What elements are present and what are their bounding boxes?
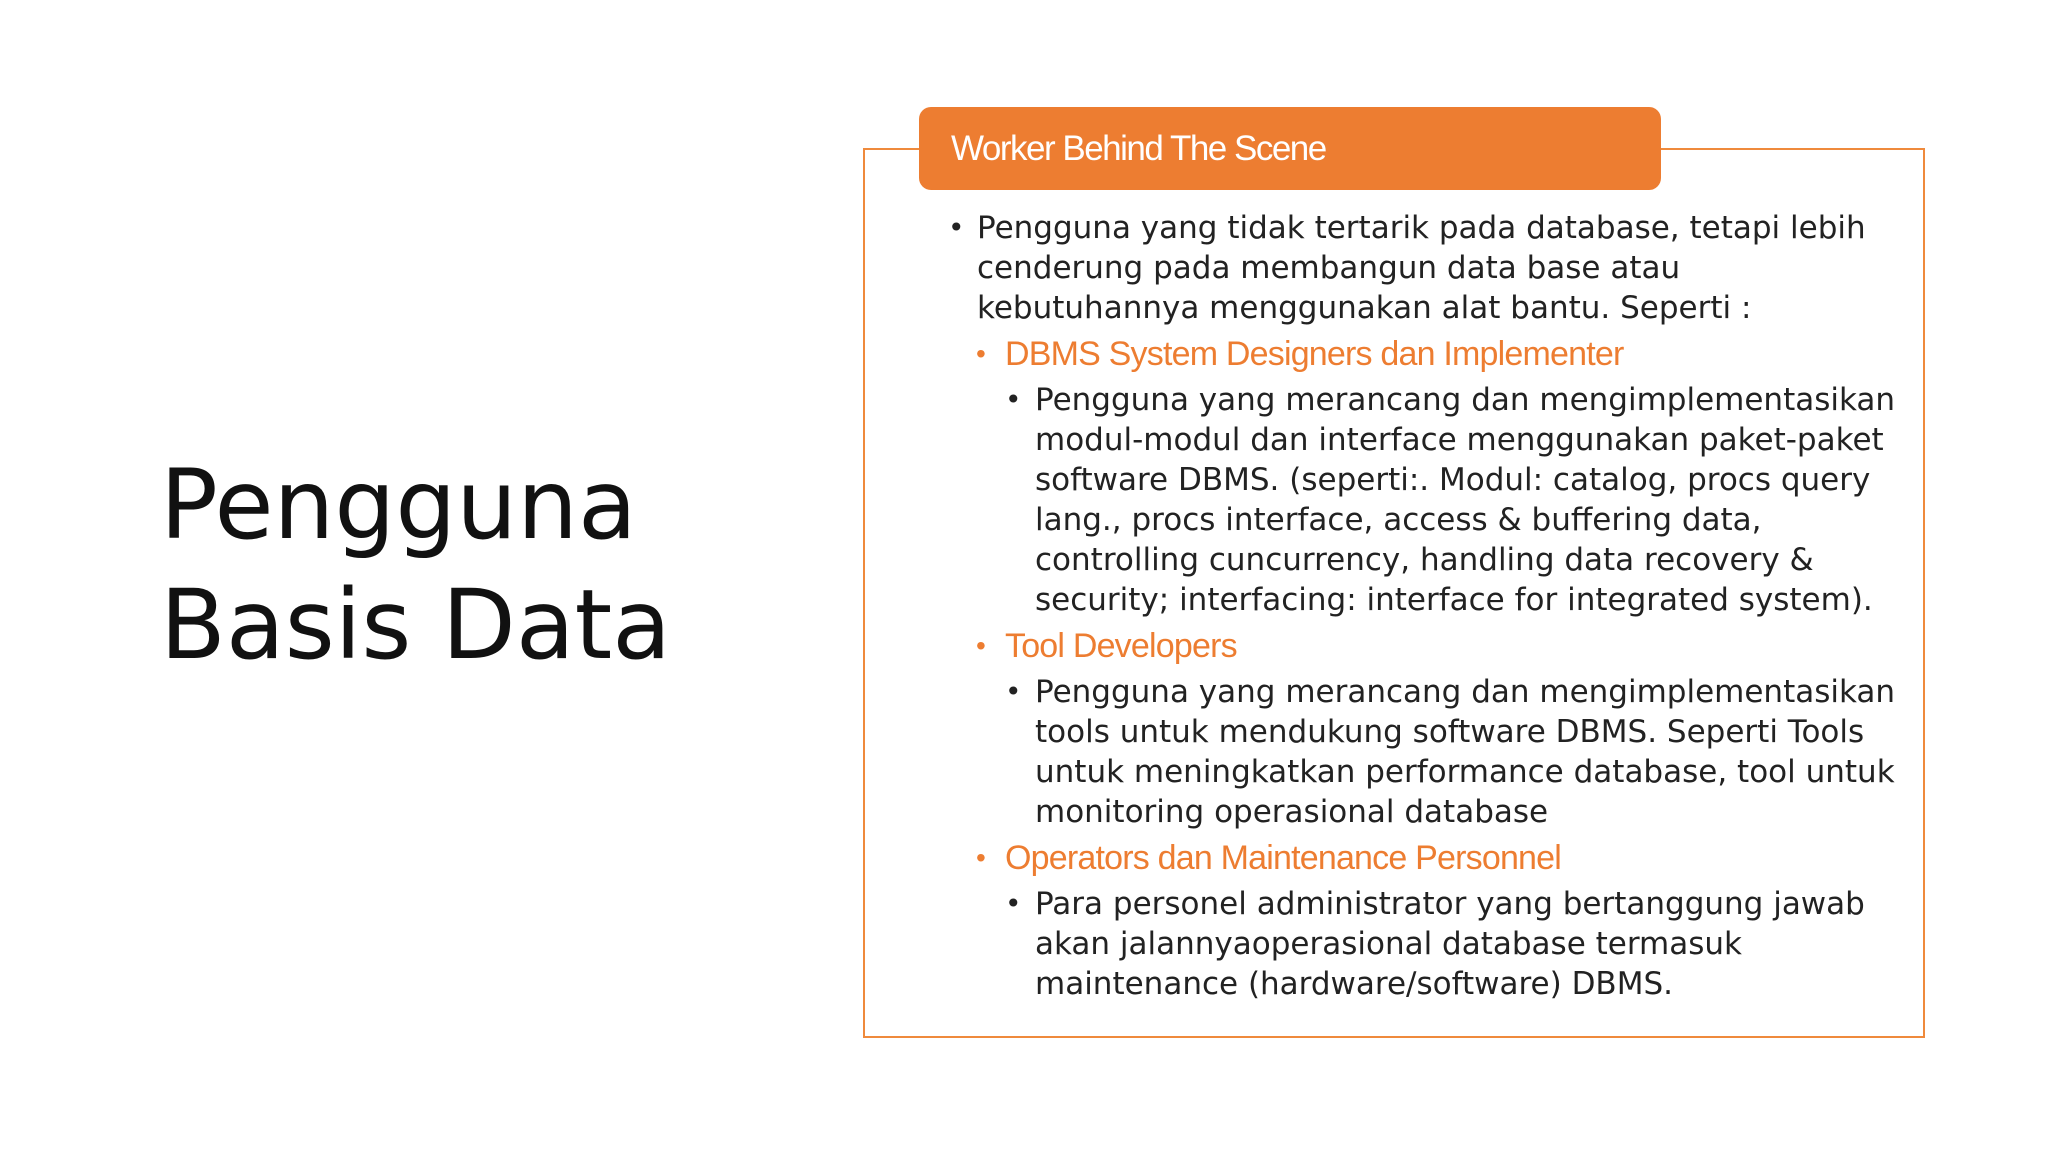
slide-title: [160, 445, 780, 685]
bullet-dot-icon: •: [1005, 887, 1022, 920]
bullet-dot-icon: •: [976, 842, 986, 873]
section-detail-bullet: [948, 380, 1908, 620]
bullet-dot-icon: •: [1005, 675, 1022, 708]
bullet-dot-icon: •: [976, 630, 986, 661]
section-detail: Pengguna yang merancang dan mengimplementasikan tools untuk mendukung software DBMS. Seperti Tools untuk meningkatkan performance database, tool untuk monitoring operasional database: [1035, 674, 1896, 830]
section-heading: Operators dan Maintenance Personnel: [1005, 839, 1562, 877]
section-detail: Pengguna yang merancang dan mengimplementasikan modul-modul dan interface menggunakan paket-paket software DBMS. (seperti:. Modul: catalog, procs query lang., procs interface, access & buffering data, controlling cuncurrency, handling data recovery & security; interfacing: interface for integrated system).: [1035, 382, 1896, 618]
panel-body: [948, 208, 1908, 1004]
bullet-dot-icon: •: [976, 338, 986, 369]
section-heading-bullet: [948, 838, 1908, 878]
section-detail: Para personel administrator yang bertanggung jawab akan jalannyaoperasional database termasuk maintenance (hardware/software) DBMS.: [1035, 886, 1865, 1002]
bullet-dot-icon: •: [948, 211, 965, 244]
section-heading-bullet: [948, 626, 1908, 666]
intro-bullet: [948, 208, 1908, 328]
bullet-dot-icon: •: [1005, 383, 1022, 416]
intro-text: Pengguna yang tidak tertarik pada database, tetapi lebih cenderung pada membangun data base atau kebutuhannya menggunakan alat bantu. Seperti :: [977, 210, 1866, 326]
slide-title-line-1: Pengguna: [160, 449, 637, 561]
section-detail-bullet: [948, 672, 1908, 832]
panel-header: [919, 107, 1661, 190]
slide-title-line-2: Basis Data: [160, 569, 672, 681]
section-heading-bullet: [948, 334, 1908, 374]
section-heading: DBMS System Designers dan Implementer: [1005, 335, 1624, 373]
panel-header-label: Worker Behind The Scene: [951, 128, 1326, 168]
section-heading: Tool Developers: [1005, 627, 1237, 665]
section-detail-bullet: [948, 884, 1908, 1004]
